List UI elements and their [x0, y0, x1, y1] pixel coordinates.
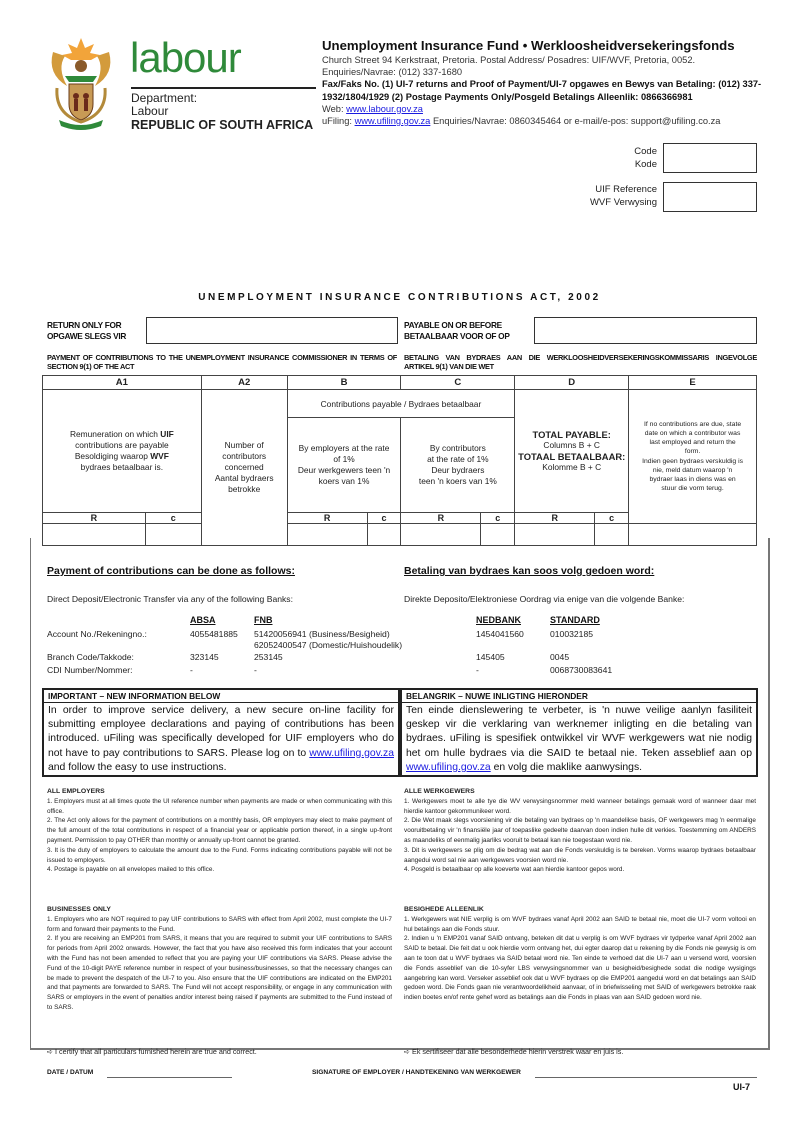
d-description [515, 390, 629, 513]
return-label-en: RETURN ONLY FOR [47, 320, 122, 330]
date-label: DATE / DATUM [47, 1069, 94, 1076]
payment-terms-en: PAYMENT OF CONTRIBUTIONS TO THE UNEMPLOYMENT INSURANCE COMMISSIONER IN TERMS OF SECTION 9(1) OF THE ACT [47, 353, 397, 371]
note-item: 2. If you are receiving an EMP201 from SARS, it means that you are required to submit your UIF contributions to SARS for periods from April 2002 onwards. However, the fact that you have also received this form indicates that your account with the Fund has not been amended to reflect that you are paying your UIF contributions via SARS. Please advise the Fund of the 10-digit PAYE reference number in respect of your business/businesses, so that the necessary changes can be made to prevent the despatch of the UI-7 to you. Also ensure that the UIF contributions are indicated on the EMP201 and that payments are forwarded to SARS. The Fund will not accept responsibility, or engage in any communication with SARS or employers in the event of penalties and/or interest being raised if payments are submitted to the Fund instead of to SARS. [47, 935, 392, 1011]
e-line: nie, meld datum waarop 'n [652, 466, 733, 474]
important-heading-af: BELANGRIK – NUWE INLIGTING HIERONDER [402, 690, 756, 703]
direct-deposit-af: Direkte Deposito/Elektroniese Oordrag via enige van die volgende Banke: [404, 594, 685, 604]
certification-text-af: Ek sertifiseer dat alle besonderhede hierin verstrek waar en juis is. [412, 1047, 624, 1056]
absa-cdi: - [190, 665, 193, 675]
note-item: 3. It is the duty of employers to calculate the amount due to the Fund. Forms indicating contributions payable will not be issued to employers. [47, 846, 392, 864]
bank-absa-name: ABSA [190, 615, 216, 625]
uif-reference-field[interactable] [663, 182, 757, 212]
code-label [600, 145, 657, 171]
code-label-af: Kode [634, 159, 657, 170]
note-item: 4. Postage is payable on all envelopes mailed to this office. [47, 866, 215, 874]
note-item: 1. Werkgewers wat NIE verplig is om WVF bydraes vanaf April 2002 aan SAID te betaal nie, moet die UI-7 vorm voltooi en hul betalings aan die Fonds stuur. [404, 915, 756, 933]
a1-cent-unit: c [145, 513, 201, 524]
important-text-af-2: en volg die maklike aanwysings. [490, 761, 643, 773]
ufiling-link-en[interactable]: www.ufiling.gov.za [309, 747, 394, 759]
ufiling-website-link[interactable]: www.ufiling.gov.za [354, 116, 431, 127]
besighede-heading: BESIGHEDE ALLEENLIK [404, 906, 484, 913]
cdi-number-label: CDI Number/Nommer: [47, 665, 133, 675]
bank-fnb-name: FNB [254, 615, 273, 625]
uif-reference-label-en: UIF Reference [595, 184, 657, 195]
note-item: 1. Employers who are NOT required to pay UIF contributions to SARS with effect from April 2002, must complete the UI-7 form and forward their payments to the Fund. [47, 915, 392, 933]
payable-label-en: PAYABLE ON OR BEFORE [404, 320, 502, 330]
a1-description [43, 390, 202, 513]
certification-text-en: I certify that all particulars furnished herein are true and correct. [55, 1047, 257, 1056]
c-line: Deur bydraers [431, 465, 485, 475]
c-line: at the rate of 1% [427, 454, 489, 464]
fund-contact-info [322, 38, 772, 127]
a2-line: betrokke [228, 484, 261, 494]
bank-nedbank-name: NEDBANK [476, 615, 521, 625]
col-a2: A2 [201, 376, 287, 390]
b-line: of 1% [333, 454, 355, 464]
code-label-en: Code [634, 146, 657, 157]
arrow-icon: ➪ [47, 1047, 54, 1056]
web-line [322, 103, 772, 115]
web-label: Web: [322, 103, 347, 114]
payable-on-or-before-field[interactable] [534, 317, 757, 344]
payable-on-or-before-label [404, 320, 534, 342]
a1-rand-unit: R [43, 513, 146, 524]
postal-address: Church Street 94 Kerkstraat, Pretoria. Postal Address/ Posadres: UIF/WVF, Pretoria, 0052. [322, 55, 696, 65]
return-only-for-field[interactable] [146, 317, 398, 344]
e-description [629, 390, 757, 524]
businesses-heading: BUSINESSES ONLY [47, 906, 111, 913]
important-notice-af [400, 688, 758, 777]
important-body-en [44, 703, 398, 776]
standard-account: 010032185 [550, 629, 594, 639]
code-field[interactable] [663, 143, 757, 173]
direct-deposit-en: Direct Deposit/Electronic Transfer via any of the following Banks: [47, 594, 293, 604]
a1-uif: UIF [160, 429, 174, 439]
c-rand-unit: R [401, 513, 481, 524]
nedbank-account: 1454041560 [476, 629, 524, 639]
all-employers-heading: ALL EMPLOYERS [47, 788, 105, 795]
note-item: 1. Employers must at all times quote the UI reference number when payments are made or when communicating with this office. [47, 797, 392, 815]
return-only-for-label [47, 320, 147, 342]
col-d: D [515, 376, 629, 390]
nedbank-cdi: - [476, 665, 479, 675]
e-line: stuur die vorm terug. [661, 485, 724, 493]
signature-label: SIGNATURE OF EMPLOYER / HANDTEKENING VAN WERKGEWER [312, 1069, 521, 1076]
form-code: UI-7 [733, 1082, 751, 1092]
act-title: UNEMPLOYMENT INSURANCE CONTRIBUTIONS ACT, 2002 [198, 292, 601, 303]
ufiling-line [322, 115, 772, 127]
a2-description [201, 390, 287, 546]
d-cols-af: Kolomme B + C [542, 462, 602, 472]
a1-af-text: Besoldiging waarop [74, 451, 151, 461]
contributions-payable-header: Contributions payable / Bydraes betaalbaar [287, 390, 515, 418]
ufiling-label: uFiling: [322, 116, 355, 127]
a1-text: Remuneration on which [69, 429, 161, 439]
c-line: teen 'n koers van 1% [418, 476, 497, 486]
b-cent-unit: c [367, 513, 401, 524]
payment-terms-af: BETALING VAN BYDRAES AAN DIE WERKLOOSHEIDVERSEKERINGSKOMMISSARIS INGEVOLGE ARTIKEL 9(1) VAN DIE WET [404, 353, 757, 371]
payment-heading-af: Betaling van bydraes kan soos volg gedoen word: [404, 565, 655, 577]
account-no-label: Account No./Rekeningno.: [47, 629, 147, 639]
col-c: C [401, 376, 515, 390]
important-text-en: In order to improve service delivery, a new secure on-line facility for submitting employee declarations and paying of contributions has been introduced. uFiling was specifically developed for UIF employers who do not have to pay contributions to SARS. Please log on to [48, 705, 394, 759]
labour-website-link[interactable]: www.labour.gov.za [346, 103, 423, 114]
businesses-only-notes [47, 905, 392, 1013]
uif-reference-label-af: WVF Verwysing [589, 197, 657, 208]
certification-af [404, 1047, 623, 1056]
nedbank-branch: 145405 [476, 652, 505, 662]
e-line: last employed and return the [649, 439, 736, 447]
note-item: 2. Die Wet maak slegs voorsiening vir die betaling van bydraes op 'n maandelikse basis, OF werkgewers mag 'n eenmalige vooruitbetaling vir 'n finansiële jaar of toepaslike gedeelte daarvan doen indien hulle dit verkies. Toestemming om ANDERS as maandeliks of eenmalig jaarliks vooruit te betaal kan nie toegestaan word nie. [404, 817, 756, 844]
fnb-account-domestic: 62052400547 (Domestic/Huishoudelik) [254, 640, 403, 650]
dept-line-1: Department: [131, 91, 198, 105]
e-line: If no contributions are due, state [644, 420, 742, 428]
uif-reference-label [580, 183, 657, 209]
return-label-af: OPGAWE SLEGS VIR [47, 331, 127, 341]
branch-code-label: Branch Code/Takkode: [47, 652, 134, 662]
absa-branch: 323145 [190, 652, 219, 662]
e-line: form. [684, 448, 701, 456]
all-employers-notes [47, 787, 392, 875]
c-line: By contributors [429, 443, 486, 453]
ufiling-link-af[interactable]: www.ufiling.gov.za [406, 761, 491, 773]
note-item: 2. Indien u 'n EMP201 vanaf SAID ontvang, beteken dit dat u verplig is om WVF bydraes vir tydperke vanaf April 2002 aan SAID te betaal. Die feit dat u ook hierdie vorm ontvang het, dui egter daarop dat u rekening by die Fonds nie gewysig is om aan te toon dat u WVF bydraes via SAID betaal word nie. Ten einde te verhoed dat die UI-7 aan u versend word, voorsien die Fonds asseblief van die 10-syfer LBS verwysingsnommer van u besigheid/besighede sodat die nodige wysigings aangebring kan word. Verseker asseblief ook dat u WVF bydraes op die EMP201 aangedui word en dat betalings aan SAID gedoen word. Die Fonds gaan nie verantwoordelikheid aanvaar, of in briefwisseling met SAID of werkgewers betrokke raak indien boetes en/of rente gehef word as betalings aan die Fonds in plaas van aan SAID gedoen word nie. [404, 935, 756, 1002]
c-description [401, 418, 515, 513]
date-field[interactable] [107, 1077, 232, 1078]
e-line: date on which a contributor was [644, 429, 741, 437]
d-cent-unit: c [595, 513, 629, 524]
standard-branch: 0045 [550, 652, 570, 662]
important-heading-en: IMPORTANT – NEW INFORMATION BELOW [44, 690, 398, 703]
note-item: 4. Posgeld is betaalbaar op alle koeverte wat aan hierdie kantoor gepos word. [404, 866, 625, 874]
payable-label-af: BETAALBAAR VOOR OF OP [404, 331, 510, 341]
department-of-labour-logo [45, 32, 320, 137]
a2-line: contributors [222, 451, 267, 461]
important-notice-en [42, 688, 400, 777]
note-item: 1. Werkgewers moet te alle tye die WV verwysingsnommer meld wanneer betalings gemaak word of wanneer daar met hierdie kantoor gekommunikeer word. [404, 797, 756, 815]
contributions-table [42, 375, 757, 546]
besighede-alleenlik-notes [404, 905, 756, 1003]
c-cent-unit: c [481, 513, 515, 524]
arrow-icon: ➪ [404, 1047, 411, 1056]
certification-en [47, 1047, 257, 1056]
a1-af-text-2: bydraes betaalbaar is. [80, 462, 164, 472]
country-name: REPUBLIC OF SOUTH AFRICA [131, 118, 314, 132]
important-text-en-2: and follow the easy to use instructions. [48, 761, 227, 773]
d-cols-en: Columns B + C [543, 440, 600, 450]
fnb-cdi: - [254, 665, 257, 675]
e-line: bydraer laas in diens was en [649, 475, 736, 483]
ufiling-enquiries: Enquiries/Navrae: 0860345464 or e-mail/e-pos: support@ufiling.co.za [430, 116, 721, 127]
standard-cdi: 0068730083641 [550, 665, 613, 675]
b-rand-unit: R [287, 513, 367, 524]
b-line: koers van 1% [318, 476, 370, 486]
important-text-af: Ten einde dienslewering te verbeter, is 'n nuwe veilige aanlyn fasiliteit geskep vir die verklaring van werknemer inligting en die betaling van bydraes. uFiling is spesifiek ontwikkel vir WVF werkgewers wat nie nodig het om hulle bydraes via die SAID te betaal nie. Teken asseblief aan op [406, 705, 752, 759]
coat-of-arms-icon [45, 32, 117, 132]
note-item: 2. The Act only allows for the payment of contributions on a monthly basis, OR employers may elect to make payment of the full amount of the total contributions in respect of a financial year or applicable portion thereof, in a single up-front payment. Permission to pay OTHER than monthly or annually up-front cannot be granted. [47, 817, 392, 844]
a2-line: Number of [224, 440, 264, 450]
d-rand-unit: R [515, 513, 595, 524]
dept-line-2: Labour [131, 104, 169, 118]
alle-werkgewers-notes [404, 787, 756, 875]
enquiries: Enquiries/Navrae: (012) 337-1680 [322, 67, 463, 78]
e-line: Indien geen bydraes verskuldig is [642, 457, 744, 465]
d-total-af: TOTAAL BETAALBAAR: [518, 451, 626, 462]
important-body-af [402, 703, 756, 776]
fund-title: Unemployment Insurance Fund • Werkloosheidversekeringsfonds [322, 38, 735, 53]
b-line: By employers at the rate [298, 443, 390, 453]
a2-line: concerned [224, 462, 264, 472]
department-name [131, 92, 197, 118]
col-e: E [629, 376, 757, 390]
note-item: 3. Dit is werkgewers se plig om die bedrag wat aan die Fonds verskuldig is te bereken. Vorms waarop bydraes betaalbaar aangedui word sal nie aan werkgewers voorsien word nie. [404, 846, 756, 864]
d-total-en: TOTAL PAYABLE: [532, 429, 611, 440]
a2-line: Aantal bydraers [214, 473, 274, 483]
a1-wvf: WVF [150, 451, 169, 461]
brand-wordmark: labour [130, 34, 241, 81]
fnb-account-business: 51420056941 (Business/Besigheid) [254, 629, 390, 639]
fnb-branch: 253145 [254, 652, 283, 662]
col-b: B [287, 376, 401, 390]
signature-field[interactable] [535, 1077, 757, 1078]
logo-divider [131, 87, 316, 89]
column-header-row [43, 376, 757, 390]
alle-werkgewers-heading: ALLE WERKGEWERS [404, 788, 475, 795]
col-a1: A1 [43, 376, 202, 390]
b-line: Deur werkgewers teen 'n [297, 465, 391, 475]
fax-numbers: Fax/Faks No. (1) UI-7 returns and Proof of Payment/UI-7 opgawes en Bewys van Betaling: (012) 337-1932/1804/1929 (2) Postage Payments Only/Posgeld Betalings Alleenlik: 0866366981 [322, 79, 762, 102]
absa-account: 4055481885 [190, 629, 238, 639]
payment-heading-en: Payment of contributions can be done as follows: [47, 565, 295, 577]
a1-text-2: contributions are payable [75, 440, 169, 450]
b-description [287, 418, 401, 513]
bank-standard-name: STANDARD [550, 615, 600, 625]
